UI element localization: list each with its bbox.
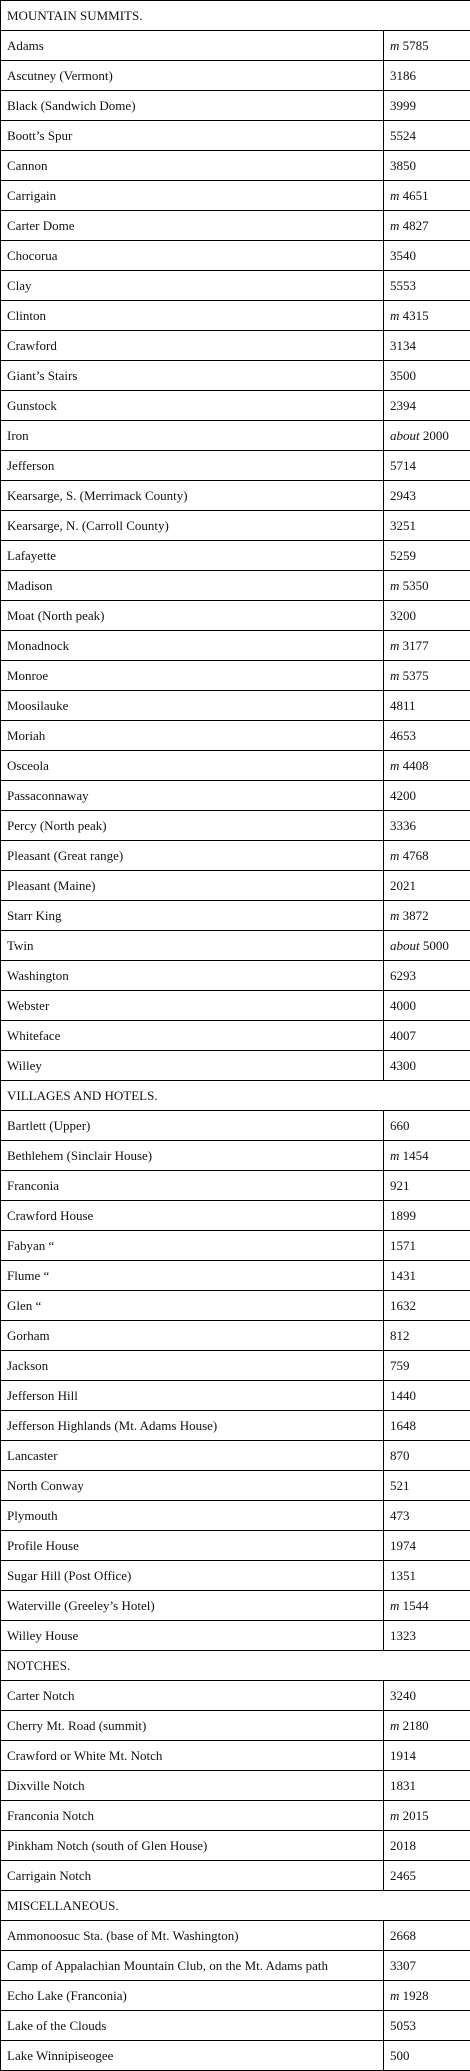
place-name: Franconia Notch [1,1801,384,1831]
place-name: Cherry Mt. Road (summit) [1,1711,384,1741]
elevation-value: 3186 [390,67,416,83]
place-name: Moat (North peak) [1,601,384,631]
table-row [1,781,470,811]
place-name: Moriah [1,721,384,751]
place-name: Camp of Appalachian Mountain Club, on the Mt. Adams path [1,1951,384,1981]
place-name: Glen “ [1,1291,384,1321]
table-row [1,1921,470,1951]
elevation-value: 3872 [402,907,429,923]
elevation-cell [384,541,470,571]
elevation-cell [384,721,470,751]
place-name: Chocorua [1,241,384,271]
place-name: Lancaster [1,1441,384,1471]
elevation-value: 4000 [390,997,416,1013]
table-row [1,511,470,541]
place-name: Sugar Hill (Post Office) [1,1561,384,1591]
elevation-qualifier: m [390,1987,400,2003]
elevation-value: 1648 [390,1417,416,1433]
elevation-value: 1431 [390,1267,416,1283]
elevation-cell [384,91,470,121]
place-name: Black (Sandwich Dome) [1,91,384,121]
table-row [1,271,470,301]
table-row [1,301,470,331]
elevation-value: 1632 [390,1297,416,1313]
elevation-value: 2668 [390,1927,416,1943]
elevation-cell [384,1381,470,1411]
place-name: Fabyan “ [1,1231,384,1261]
elevation-qualifier: m [390,1597,400,1613]
place-name: Waterville (Greeley’s Hotel) [1,1591,384,1621]
section-title: VILLAGES AND HOTELS. [1,1081,470,1111]
elevation-value: 3999 [390,97,416,113]
elevation-value: 5000 [422,937,449,953]
section-header-row [1,1651,470,1681]
elevation-value: 2021 [390,877,416,893]
place-name: Crawford [1,331,384,361]
elevation-cell [384,391,470,421]
elevation-value: 6293 [390,967,416,983]
elevation-value: 3134 [390,337,416,353]
elevation-qualifier: m [390,187,400,203]
place-name: Washington [1,961,384,991]
place-name: Starr King [1,901,384,931]
elevation-qualifier: m [390,1807,400,1823]
table-row [1,1801,470,1831]
elevation-qualifier: m [390,757,400,773]
elevation-value: 660 [390,1117,410,1133]
table-row [1,1621,470,1651]
table-row [1,391,470,421]
section-title: MISCELLANEOUS. [1,1891,470,1921]
table-row [1,1411,470,1441]
elevation-value: 3336 [390,817,416,833]
elevation-cell [384,751,470,781]
elevation-value: 1831 [390,1777,416,1793]
elevation-cell [384,1441,470,1471]
place-name: Passaconnaway [1,781,384,811]
elevation-qualifier: about [390,937,420,953]
place-name: Gorham [1,1321,384,1351]
section-title: NOTCHES. [1,1651,470,1681]
elevation-value: 2180 [402,1717,429,1733]
elevation-value: 3307 [390,1957,416,1973]
place-name: Percy (North peak) [1,811,384,841]
elevation-value: 2394 [390,397,416,413]
place-name: Franconia [1,1171,384,1201]
place-name: Monroe [1,661,384,691]
elevation-cell [384,661,470,691]
place-name: Cannon [1,151,384,181]
table-row [1,1351,470,1381]
elevation-qualifier: m [390,37,400,53]
place-name: Gunstock [1,391,384,421]
elevation-qualifier: m [390,667,400,683]
table-row [1,661,470,691]
place-name: Profile House [1,1531,384,1561]
elevation-cell [384,181,470,211]
place-name: Adams [1,31,384,61]
place-name: Ascutney (Vermont) [1,61,384,91]
section-header-row [1,1,470,31]
elevation-value: 812 [390,1327,410,1343]
place-name: Boott’s Spur [1,121,384,151]
section-header-row [1,1081,470,1111]
table-row [1,541,470,571]
table-row [1,601,470,631]
elevation-cell [384,1171,470,1201]
elevation-cell [384,451,470,481]
elevation-cell [384,571,470,601]
elevation-value: 5553 [390,277,416,293]
elevation-cell [384,901,470,931]
place-name: Crawford or White Mt. Notch [1,1741,384,1771]
place-name: Carter Dome [1,211,384,241]
place-name: Willey House [1,1621,384,1651]
place-name: Clinton [1,301,384,331]
elevation-cell [384,1801,470,1831]
table-row [1,1531,470,1561]
elevation-cell [384,1681,470,1711]
table-row [1,91,470,121]
elevation-value: 2465 [390,1867,416,1883]
elevation-qualifier: m [390,637,400,653]
elevation-cell [384,1501,470,1531]
place-name: Lafayette [1,541,384,571]
table-row [1,871,470,901]
table-row [1,1441,470,1471]
elevation-value: 1974 [390,1537,416,1553]
place-name: Webster [1,991,384,1021]
table-row [1,181,470,211]
place-name: Moosilauke [1,691,384,721]
elevation-cell [384,1921,470,1951]
elevation-cell [384,1741,470,1771]
elevation-value: 3850 [390,157,416,173]
elevation-cell [384,1711,470,1741]
place-name: Plymouth [1,1501,384,1531]
elevation-value: 2015 [402,1807,429,1823]
elevation-qualifier: about [390,427,420,443]
elevation-value: 2018 [390,1837,416,1853]
place-name: Jefferson [1,451,384,481]
place-name: Bartlett (Upper) [1,1111,384,1141]
place-name: Giant’s Stairs [1,361,384,391]
place-name: Willey [1,1051,384,1081]
table-row [1,1291,470,1321]
elevation-value: 1544 [402,1597,429,1613]
elevation-value: 1454 [402,1147,429,1163]
elevation-cell [384,211,470,241]
table-row [1,151,470,181]
elevation-value: 3251 [390,517,416,533]
table-row [1,361,470,391]
elevation-cell [384,1771,470,1801]
place-name: Bethlehem (Sinclair House) [1,1141,384,1171]
elevation-value: 3240 [390,1687,416,1703]
elevation-value: 1440 [390,1387,416,1403]
place-name: Osceola [1,751,384,781]
elevation-cell [384,61,470,91]
table-row [1,1171,470,1201]
table-row [1,1471,470,1501]
elevation-value: 1351 [390,1567,416,1583]
table-row [1,61,470,91]
elevation-value: 921 [390,1177,410,1193]
elevation-value: 3540 [390,247,416,263]
elevation-value: 4768 [402,847,429,863]
table-row [1,961,470,991]
table-row [1,721,470,751]
table-row [1,1231,470,1261]
table-row [1,931,470,961]
elevation-cell [384,1201,470,1231]
elevation-cell [384,841,470,871]
elevation-value: 1323 [390,1627,416,1643]
table-row [1,1141,470,1171]
section-header-row [1,1891,470,1921]
table-row [1,1321,470,1351]
elevation-cell [384,1291,470,1321]
place-name: Flume “ [1,1261,384,1291]
elevation-cell [384,151,470,181]
section-title: MOUNTAIN SUMMITS. [1,1,470,31]
place-name: Echo Lake (Franconia) [1,1981,384,2011]
elevation-value: 870 [390,1447,410,1463]
elevation-value: 1571 [390,1237,416,1253]
elevation-cell [384,1831,470,1861]
place-name: Carter Notch [1,1681,384,1711]
elevation-value: 4653 [390,727,416,743]
table-row [1,841,470,871]
place-name: Jackson [1,1351,384,1381]
place-name: Jefferson Highlands (Mt. Adams House) [1,1411,384,1441]
table-row [1,1741,470,1771]
elevation-cell [384,1051,470,1081]
place-name: Madison [1,571,384,601]
table-row [1,1591,470,1621]
elevation-cell [384,631,470,661]
place-name: Carrigain [1,181,384,211]
elevation-cell [384,271,470,301]
elevation-cell [384,811,470,841]
elevation-value: 759 [390,1357,410,1373]
elevation-cell [384,1861,470,1891]
table-row [1,1381,470,1411]
elevation-value: 521 [390,1477,410,1493]
table-row [1,1561,470,1591]
place-name: Kearsarge, S. (Merrimack County) [1,481,384,511]
table-row [1,691,470,721]
elevation-cell [384,421,470,451]
table-row [1,2041,470,2071]
place-name: Crawford House [1,1201,384,1231]
elevation-cell [384,1591,470,1621]
elevation-value: 3177 [402,637,429,653]
table-row [1,811,470,841]
place-name: Ammonoosuc Sta. (base of Mt. Washington) [1,1921,384,1951]
elevation-value: 500 [390,2047,410,2063]
elevation-cell [384,1981,470,2011]
elevation-value: 3500 [390,367,416,383]
elevation-value: 1914 [390,1747,416,1763]
place-name: Jefferson Hill [1,1381,384,1411]
elevation-cell [384,691,470,721]
elevation-cell [384,1951,470,1981]
place-name: Iron [1,421,384,451]
elevation-cell [384,1261,470,1291]
table-row [1,991,470,1021]
elevation-value: 4408 [402,757,429,773]
table-row [1,1021,470,1051]
elevation-value: 4300 [390,1057,416,1073]
elevation-qualifier: m [390,217,400,233]
elevation-cell [384,361,470,391]
elevation-value: 5375 [402,667,429,683]
elevation-cell [384,301,470,331]
table-row [1,751,470,781]
table-row [1,1981,470,2011]
elevation-value: 4827 [402,217,429,233]
table-row [1,901,470,931]
table-row [1,1831,470,1861]
elevation-table-body [1,1,470,2071]
elevation-qualifier: m [390,847,400,863]
place-name: Whiteface [1,1021,384,1051]
elevation-cell [384,1111,470,1141]
elevation-qualifier: m [390,907,400,923]
table-row [1,1711,470,1741]
elevation-cell [384,2011,470,2041]
place-name: Twin [1,931,384,961]
place-name: Pinkham Notch (south of Glen House) [1,1831,384,1861]
table-row [1,331,470,361]
elevation-cell [384,31,470,61]
table-row [1,1111,470,1141]
place-name: Dixville Notch [1,1771,384,1801]
elevation-cell [384,1561,470,1591]
elevation-value: 5259 [390,547,416,563]
elevation-cell [384,121,470,151]
elevation-value: 473 [390,1507,410,1523]
elevation-cell [384,871,470,901]
elevation-cell [384,1141,470,1171]
elevation-cell [384,1021,470,1051]
table-row [1,1201,470,1231]
elevation-cell [384,601,470,631]
place-name: Clay [1,271,384,301]
elevation-qualifier: m [390,1717,400,1733]
table-row [1,1051,470,1081]
elevation-value: 5053 [390,2017,416,2033]
table-row [1,1261,470,1291]
table-row [1,481,470,511]
table-row [1,2011,470,2041]
elevation-value: 5714 [390,457,416,473]
table-row [1,31,470,61]
elevation-cell [384,961,470,991]
elevation-value: 2000 [422,427,449,443]
place-name: Pleasant (Maine) [1,871,384,901]
table-row [1,211,470,241]
table-row [1,241,470,271]
elevation-cell [384,331,470,361]
elevation-cell [384,1621,470,1651]
table-row [1,1771,470,1801]
elevation-cell [384,481,470,511]
elevation-cell [384,991,470,1021]
elevation-cell [384,241,470,271]
elevation-cell [384,931,470,961]
elevation-value: 5785 [402,37,429,53]
place-name: Lake of the Clouds [1,2011,384,2041]
elevation-value: 1928 [402,1987,429,2003]
elevation-value: 5350 [402,577,429,593]
table-row [1,451,470,481]
elevation-value: 4811 [390,697,416,713]
table-row [1,1501,470,1531]
elevation-cell [384,1411,470,1441]
table-row [1,1861,470,1891]
elevation-cell [384,781,470,811]
elevation-qualifier: m [390,1147,400,1163]
table-row [1,421,470,451]
elevation-cell [384,1321,470,1351]
elevation-qualifier: m [390,307,400,323]
elevation-cell [384,2041,470,2071]
table-row [1,571,470,601]
elevation-cell [384,1471,470,1501]
elevation-qualifier: m [390,577,400,593]
table-row [1,121,470,151]
elevation-cell [384,1351,470,1381]
place-name: Lake Winnipiseogee [1,2041,384,2071]
elevation-cell [384,511,470,541]
elevation-value: 2943 [390,487,416,503]
table-row [1,1681,470,1711]
elevation-value: 5524 [390,127,416,143]
elevation-value: 4007 [390,1027,416,1043]
table-row [1,1951,470,1981]
elevation-value: 3200 [390,607,416,623]
place-name: North Conway [1,1471,384,1501]
place-name: Carrigain Notch [1,1861,384,1891]
table-row [1,631,470,661]
elevation-value: 4651 [402,187,429,203]
elevation-cell [384,1531,470,1561]
elevation-value: 4200 [390,787,416,803]
elevation-cell [384,1231,470,1261]
place-name: Pleasant (Great range) [1,841,384,871]
place-name: Monadnock [1,631,384,661]
elevation-value: 1899 [390,1207,416,1223]
place-name: Kearsarge, N. (Carroll County) [1,511,384,541]
elevation-value: 4315 [402,307,429,323]
